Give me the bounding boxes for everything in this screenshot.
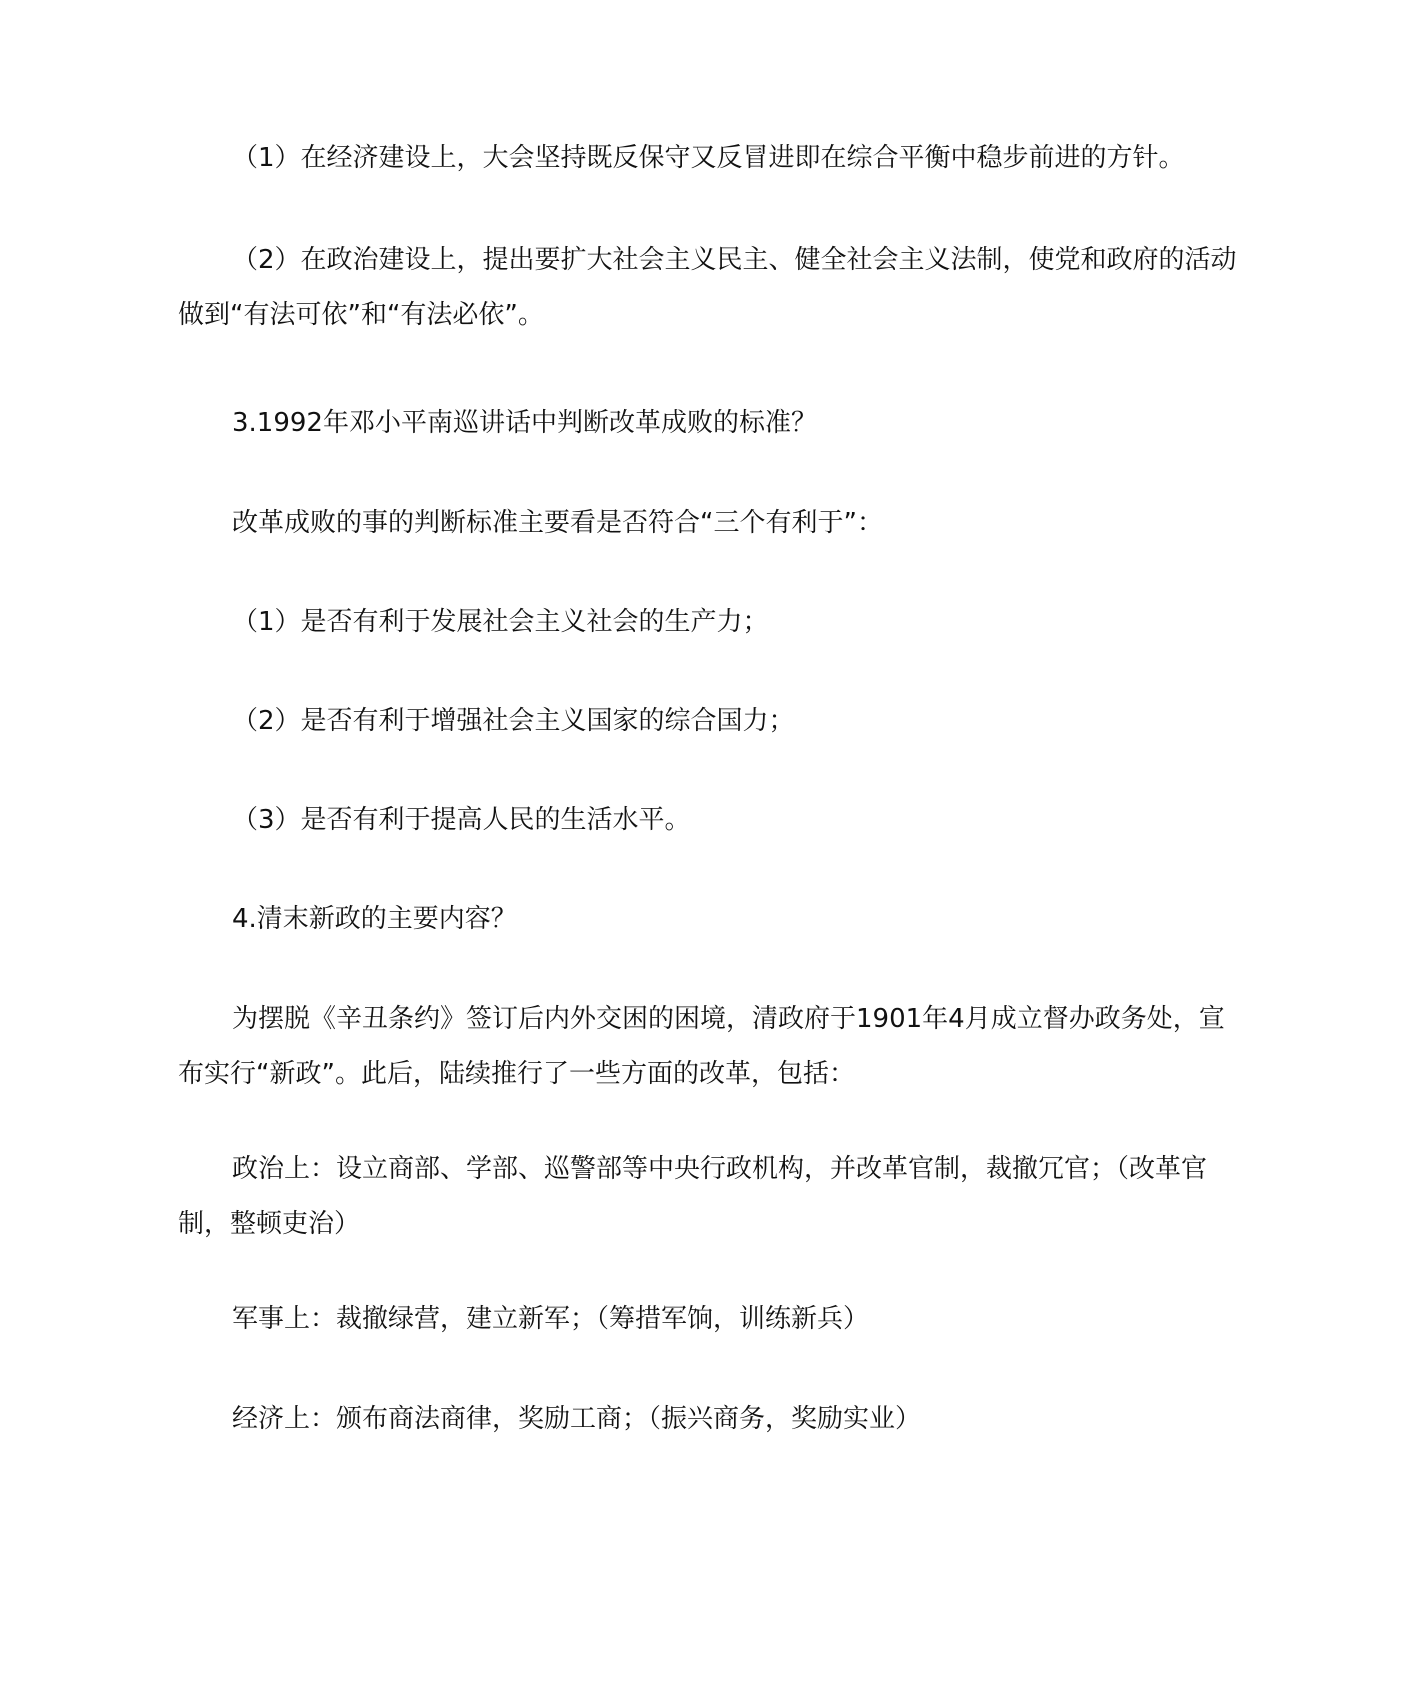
list-item-criterion-2: （2）是否有利于增强社会主义国家的综合国力； <box>232 706 795 736</box>
list-item-criterion-3: （3）是否有利于提高人民的生活水平。 <box>232 805 691 835</box>
paragraph-criteria-intro: 改革成败的事的判断标准主要看是否符合“三个有利于”： <box>232 508 883 538</box>
paragraph-political-construction: （2）在政治建设上，提出要扩大社会主义民主、健全社会主义法制，使党和政府的活动做到“有法可依”和“有法必依”。 <box>178 245 1237 330</box>
paragraph-economic-construction: （1）在经济建设上，大会坚持既反保守又反冒进即在综合平衡中稳步前进的方针。 <box>232 143 1185 173</box>
paragraph-new-policies-intro: 为摆脱《辛丑条约》签订后内外交困的困境，清政府于1901年4月成立督办政务处，宣布实行“新政”。此后，陆续推行了一些方面的改革，包括： <box>178 1004 1225 1089</box>
paragraph-economic-reform: 经济上：颁布商法商律，奖励工商；（振兴商务，奖励实业） <box>232 1404 922 1434</box>
question-heading-3: 3.1992年邓小平南巡讲话中判断改革成败的标准？ <box>232 408 817 438</box>
paragraph-political-reform: 政治上：设立商部、学部、巡警部等中央行政机构，并改革官制，裁撤冗官；（改革官制，整顿吏治） <box>178 1154 1208 1239</box>
paragraph-military-reform: 军事上：裁撤绿营，建立新军；（筹措军饷，训练新兵） <box>232 1304 870 1334</box>
list-item-criterion-1: （1）是否有利于发展社会主义社会的生产力； <box>232 607 769 637</box>
question-heading-4: 4.清末新政的主要内容？ <box>232 904 517 934</box>
